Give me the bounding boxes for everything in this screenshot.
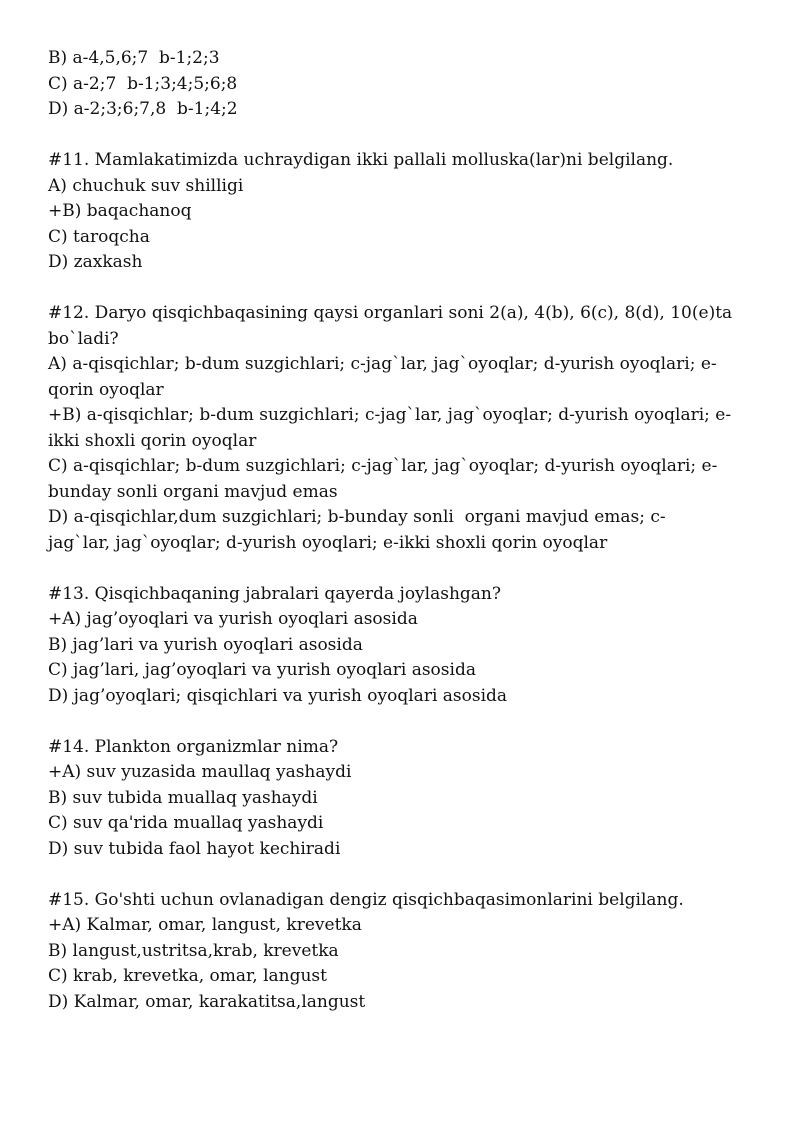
spacer — [48, 709, 768, 735]
option-b: B) jag’lari va yurish oyoqlari asosida — [48, 634, 363, 655]
question-10-options — [48, 46, 768, 123]
question-14 — [48, 735, 768, 863]
option-b: B) langust,ustritsa,krab, krevetka — [48, 940, 339, 961]
option-d-continued: jag`lar, jag`oyoqlar; d-yurish oyoqlari; e-ikki shoxli qorin oyoqlar — [48, 532, 608, 553]
spacer — [48, 123, 768, 149]
option-c: C) a-2;7 b-1;3;4;5;6;8 — [48, 73, 238, 94]
question-text: #11. Mamlakatimizda uchraydigan ikki pallali molluska(lar)ni belgilang. — [48, 150, 674, 170]
option-c: C) krab, krevetka, omar, langust — [48, 966, 327, 986]
option-d: D) zaxkash — [48, 252, 143, 272]
question-13 — [48, 582, 768, 710]
option-a: +A) Kalmar, omar, langust, krevetka — [48, 915, 362, 935]
document-page — [48, 46, 768, 1015]
option-c-continued: bunday sonli organi mavjud emas — [48, 481, 338, 502]
option-d: D) a-qisqichlar,dum suzgichlari; b-bunday sonli organi mavjud emas; c- — [48, 507, 666, 527]
option-a: A) a-qisqichlar; b-dum suzgichlari; c-jag`lar, jag`oyoqlar; d-yurish oyoqlari; e- — [48, 354, 717, 374]
question-text: #15. Go'shti uchun ovlanadigan dengiz qisqichbaqasimonlarini belgilang. — [48, 889, 684, 910]
option-d: D) jag’oyoqlari; qisqichlari va yurish oyoqlari asosida — [48, 685, 508, 706]
spacer — [48, 556, 768, 582]
option-b: B) suv tubida muallaq yashaydi — [48, 787, 318, 808]
question-11 — [48, 148, 768, 276]
option-b: +B) baqachanoq — [48, 201, 192, 221]
option-b-continued: ikki shoxli qorin oyoqlar — [48, 430, 257, 451]
question-15 — [48, 888, 768, 1016]
option-b: +B) a-qisqichlar; b-dum suzgichlari; c-jag`lar, jag`oyoqlar; d-yurish oyoqlari; e- — [48, 405, 732, 425]
option-c: C) taroqcha — [48, 226, 150, 247]
option-a: +A) jag’oyoqlari va yurish oyoqlari asosida — [48, 609, 418, 629]
option-c: C) jag’lari, jag’oyoqlari va yurish oyoqlari asosida — [48, 660, 476, 680]
question-12 — [48, 301, 768, 556]
option-c: C) a-qisqichlar; b-dum suzgichlari; c-jag`lar, jag`oyoqlar; d-yurish oyoqlari; e- — [48, 456, 718, 476]
question-text: #12. Daryo qisqichbaqasining qaysi organlari soni 2(a), 4(b), 6(c), 8(d), 10(e)ta — [48, 303, 733, 323]
option-d: D) Kalmar, omar, karakatitsa,langust — [48, 991, 366, 1012]
option-a: +A) suv yuzasida maullaq yashaydi — [48, 762, 352, 782]
option-a: A) chuchuk suv shilligi — [48, 175, 244, 196]
option-a-continued: qorin oyoqlar — [48, 379, 164, 400]
spacer — [48, 862, 768, 888]
option-c: C) suv qa'rida muallaq yashaydi — [48, 813, 324, 833]
option-d: D) a-2;3;6;7,8 b-1;4;2 — [48, 99, 238, 119]
question-text: #14. Plankton organizmlar nima? — [48, 736, 339, 757]
option-b: B) a-4,5,6;7 b-1;2;3 — [48, 48, 220, 68]
question-text: #13. Qisqichbaqaning jabralari qayerda joylashgan? — [48, 583, 501, 604]
question-text-continued: bo`ladi? — [48, 328, 119, 349]
option-d: D) suv tubida faol hayot kechiradi — [48, 838, 341, 859]
spacer — [48, 276, 768, 302]
